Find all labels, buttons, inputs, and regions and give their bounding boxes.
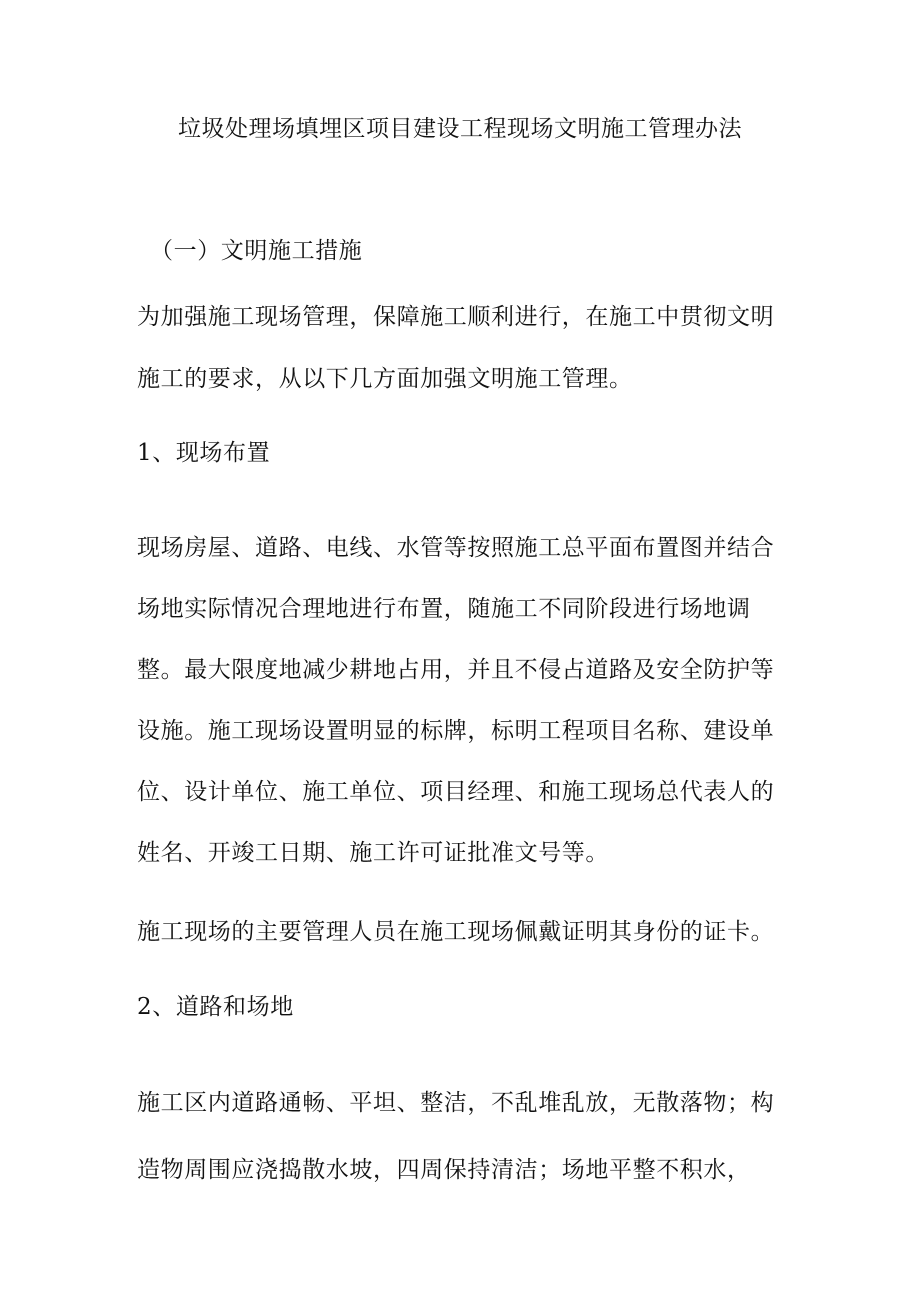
item1-line-6: 姓名、开竣工日期、施工许可证批准文号等。 <box>137 840 609 866</box>
item1-extra-line: 施工现场的主要管理人员在施工现场佩戴证明其身份的证卡。 <box>137 919 775 945</box>
item1-line-4: 设施。施工现场设置明显的标牌，标明工程项目名称、建设单 <box>137 718 775 744</box>
intro-line-2: 施工的要求，从以下几方面加强文明施工管理。 <box>137 366 633 392</box>
item1-line-2: 场地实际情况合理地进行布置，随施工不同阶段进行场地调 <box>137 596 751 622</box>
item1-line-1: 现场房屋、道路、电线、水管等按照施工总平面布置图并结合 <box>137 535 775 561</box>
document-title: 垃圾处理场填埋区项目建设工程现场文明施工管理办法 <box>178 116 742 142</box>
item2-line-1: 施工区内道路通畅、平坦、整洁，不乱堆乱放，无散落物；构 <box>137 1090 775 1116</box>
item1-heading: 1、现场布置 <box>137 440 271 466</box>
item1-line-3: 整。最大限度地减少耕地占用，并且不侵占道路及安全防护等 <box>137 657 775 683</box>
item1-line-5: 位、设计单位、施工单位、项目经理、和施工现场总代表人的 <box>137 779 775 805</box>
intro-line-1: 为加强施工现场管理，保障施工顺利进行，在施工中贯彻文明 <box>137 304 775 330</box>
section-heading: （一）文明施工措施 <box>150 238 363 264</box>
item2-line-2: 造物周围应浇捣散水坡，四周保持清洁；场地平整不积水， <box>137 1157 751 1183</box>
item2-heading: 2、道路和场地 <box>137 994 294 1020</box>
